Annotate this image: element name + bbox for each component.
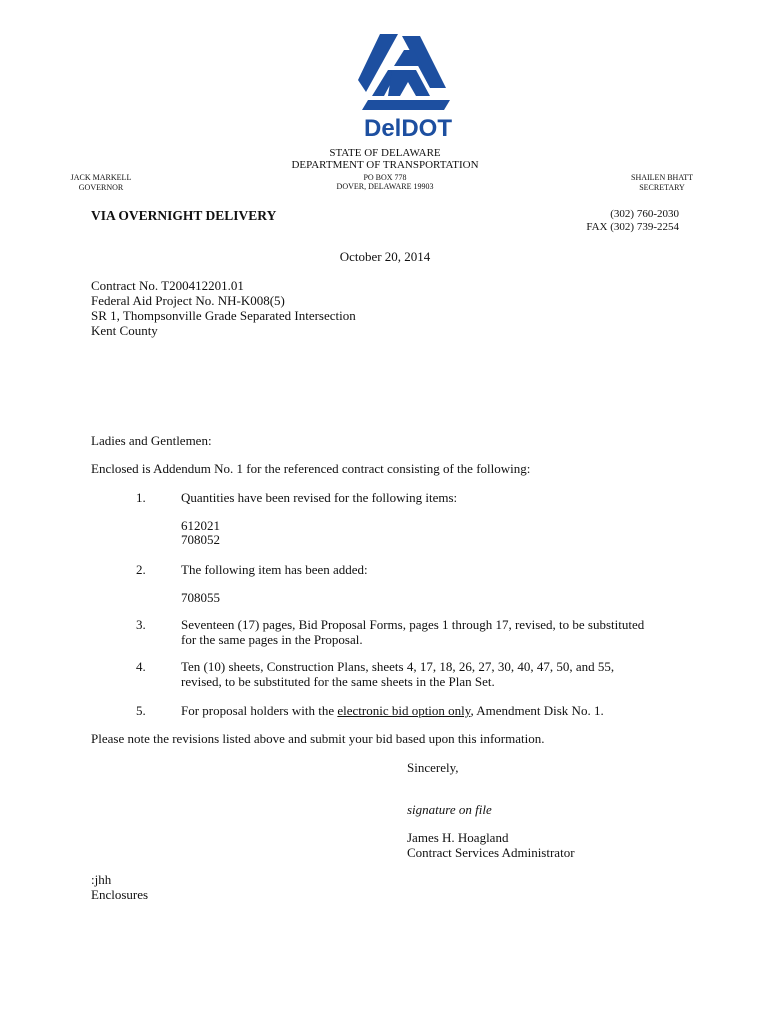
item-text: Ten (10) sheets, Construction Plans, sheets 4, 17, 18, 26, 27, 30, 40, 47, 50, and 55, <box>181 659 615 674</box>
enclosures-label: Enclosures <box>91 887 149 902</box>
contract-number: Contract No. T200412201.01 <box>91 278 244 293</box>
item-text-continued: revised, to be substituted for the same sheets in the Plan Set. <box>181 674 495 689</box>
delivery-method: VIA OVERNIGHT DELIVERY <box>91 208 277 223</box>
item-text-continued: for the same pages in the Proposal. <box>181 632 363 647</box>
county: Kent County <box>91 323 158 338</box>
salutation: Ladies and Gentlemen: <box>91 433 212 448</box>
item-text-pre: For proposal holders with the <box>181 703 338 718</box>
governor-name: JACK MARKELL <box>70 173 132 182</box>
item-text: Seventeen (17) pages, Bid Proposal Forms, pages 1 through 17, revised, to be substituted <box>181 617 645 632</box>
phone-number: (302) 760-2030 <box>610 208 679 220</box>
closing-note: Please note the revisions listed above and submit your bid based upon this information. <box>91 731 545 746</box>
governor-block <box>66 173 136 193</box>
secretary-block <box>622 173 702 193</box>
underlined-phrase: electronic bid option only <box>337 703 471 718</box>
city-line: DOVER, DELAWARE 19903 <box>336 182 434 191</box>
signature: signature on file <box>407 802 492 817</box>
intro-paragraph: Enclosed is Addendum No. 1 for the referenced contract consisting of the following: <box>91 461 531 476</box>
item-number: 1. <box>136 490 146 505</box>
contact-block <box>586 208 679 234</box>
item-code: 708055 <box>181 590 220 605</box>
deldot-logo <box>358 30 458 142</box>
item-number: 2. <box>136 562 146 577</box>
po-box-line: PO BOX 778 <box>363 173 407 182</box>
item-code: 708052 <box>181 532 220 547</box>
item-number: 3. <box>136 617 146 632</box>
state-line: STATE OF DELAWARE <box>329 147 441 159</box>
item-text: The following item has been added: <box>181 562 368 577</box>
reference-block <box>91 278 356 338</box>
project-name: SR 1, Thompsonville Grade Separated Intersection <box>91 308 356 323</box>
logo-wordmark: DelDOT <box>363 115 453 142</box>
deldot-emblem-icon <box>358 30 458 142</box>
typist-initials: :jhh <box>91 872 112 887</box>
secretary-title: SECRETARY <box>639 183 685 192</box>
governor-title: GOVERNOR <box>78 183 124 192</box>
signer-title: Contract Services Administrator <box>407 845 575 860</box>
item-number: 4. <box>136 659 146 674</box>
closing: Sincerely, <box>407 760 459 775</box>
letter-date: October 20, 2014 <box>339 249 431 264</box>
department-line: DEPARTMENT OF TRANSPORTATION <box>291 159 479 171</box>
item-text <box>181 703 701 718</box>
item-number: 5. <box>136 703 146 718</box>
item-text: Quantities have been revised for the following items: <box>181 490 458 505</box>
secretary-name: SHAILEN BHATT <box>631 173 693 182</box>
signer-name: James H. Hoagland <box>407 830 509 845</box>
item-text-post: , Amendment Disk No. 1. <box>470 703 604 718</box>
item-code: 612021 <box>181 518 220 533</box>
federal-aid-project: Federal Aid Project No. NH-K008(5) <box>91 293 285 308</box>
fax-number: FAX (302) 739-2254 <box>586 221 679 233</box>
